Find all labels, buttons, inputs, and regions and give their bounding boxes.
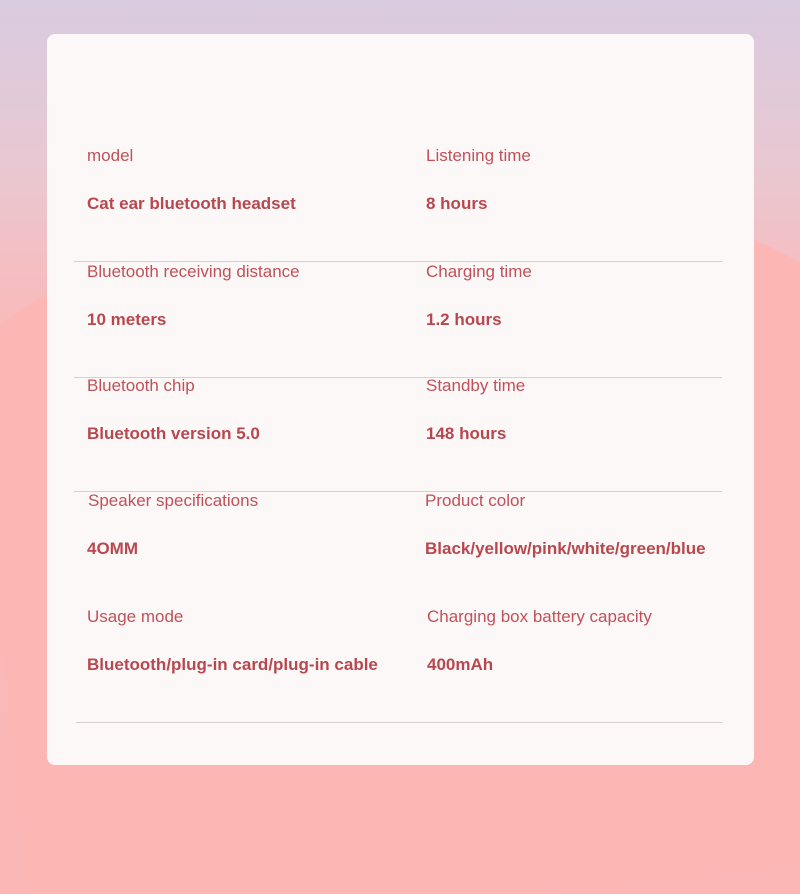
spec-cell-speaker-specifications bbox=[88, 491, 408, 607]
spec-cell-usage-mode bbox=[87, 607, 407, 722]
spec-label: Product color bbox=[425, 491, 526, 510]
spec-row-5 bbox=[76, 607, 722, 723]
spec-label: model bbox=[87, 146, 134, 165]
spec-row-3 bbox=[74, 376, 722, 492]
spec-value: Bluetooth/plug-in card/plug-in cable bbox=[87, 655, 378, 674]
spec-label: Bluetooth chip bbox=[87, 376, 195, 395]
spec-row-2 bbox=[74, 262, 722, 378]
spec-row-4 bbox=[74, 491, 722, 607]
spec-card bbox=[47, 34, 754, 765]
spec-cell-listening-time bbox=[426, 146, 726, 261]
spec-value: 4OMM bbox=[87, 539, 138, 558]
spec-cell-receiving-distance bbox=[87, 262, 407, 377]
spec-label: Usage mode bbox=[87, 607, 184, 626]
spec-label: Listening time bbox=[426, 146, 531, 165]
spec-cell-bluetooth-chip bbox=[87, 376, 407, 491]
spec-value: 8 hours bbox=[426, 194, 488, 213]
spec-value: Bluetooth version 5.0 bbox=[87, 424, 260, 443]
spec-cell-model bbox=[87, 146, 407, 261]
spec-value: 1.2 hours bbox=[426, 310, 502, 329]
spec-label: Standby time bbox=[426, 376, 526, 395]
spec-value: Black/yellow/pink/white/green/blue bbox=[425, 539, 706, 558]
spec-cell-battery-capacity bbox=[427, 607, 727, 722]
spec-value: 148 hours bbox=[426, 424, 507, 443]
spec-cell-standby-time bbox=[426, 376, 726, 491]
spec-row-1 bbox=[74, 146, 722, 262]
spec-label: Bluetooth receiving distance bbox=[87, 262, 300, 281]
spec-value: 10 meters bbox=[87, 310, 167, 329]
spec-cell-product-color bbox=[425, 491, 725, 607]
spec-value: Cat ear bluetooth headset bbox=[87, 194, 296, 213]
spec-label: Charging time bbox=[426, 262, 532, 281]
spec-label: Charging box battery capacity bbox=[427, 607, 652, 626]
spec-cell-charging-time bbox=[426, 262, 726, 377]
spec-label: Speaker specifications bbox=[88, 491, 259, 510]
spec-value: 400mAh bbox=[427, 655, 494, 674]
